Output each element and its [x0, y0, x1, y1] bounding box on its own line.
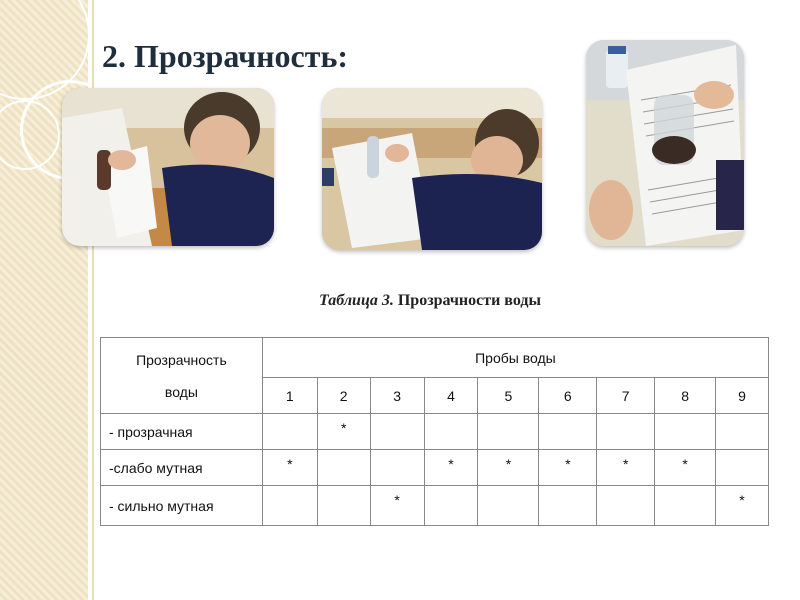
mark-cell: [539, 486, 597, 526]
mark-cell: *: [370, 486, 424, 526]
mark-cell: [597, 414, 655, 450]
corner-header-line-2: воды: [164, 383, 198, 400]
mark-cell: [655, 486, 716, 526]
mark-cell: *: [478, 450, 539, 486]
photo-image: [586, 40, 744, 246]
mark-cell: [317, 486, 370, 526]
photo-dark-sample-over-text: [586, 40, 744, 246]
sample-number: 8: [655, 378, 716, 414]
sample-number: 4: [424, 378, 478, 414]
row-label-transparent: - прозрачная: [101, 414, 263, 450]
sample-number: 3: [370, 378, 424, 414]
sample-number: 6: [539, 378, 597, 414]
mark-cell: [539, 414, 597, 450]
row-label-slightly-turbid: -слабо мутная: [101, 450, 263, 486]
sample-number: 1: [262, 378, 317, 414]
mark-cell: [262, 486, 317, 526]
water-transparency-table: [100, 337, 769, 526]
slide-title: 2. Прозрачность:: [102, 38, 349, 74]
mark-cell: *: [539, 450, 597, 486]
sample-number: 5: [478, 378, 539, 414]
mark-cell: *: [655, 450, 716, 486]
samples-header-cell: Пробы воды: [262, 338, 768, 378]
photo-image: [322, 88, 542, 250]
table-row: [101, 450, 769, 486]
row-label-highly-turbid: - сильно мутная: [101, 486, 263, 526]
corner-header-cell: [101, 338, 263, 414]
mark-cell: [655, 414, 716, 450]
photo-boy-holding-test-tube: [62, 88, 274, 246]
table-row: [101, 486, 769, 526]
sample-number: 2: [317, 378, 370, 414]
table-header-row: [101, 338, 769, 378]
mark-cell: [716, 414, 769, 450]
mark-cell: [262, 414, 317, 450]
mark-cell: [424, 414, 478, 450]
mark-cell: [597, 486, 655, 526]
mark-cell: [478, 414, 539, 450]
mark-cell: [716, 450, 769, 486]
photo-boy-reading-through-sample: [322, 88, 542, 250]
mark-cell: *: [262, 450, 317, 486]
table-caption-number: Таблица 3.: [319, 292, 394, 309]
corner-header-line-1: Прозрачность: [136, 351, 227, 368]
table-row: [101, 414, 769, 450]
mark-cell: *: [424, 450, 478, 486]
mark-cell: *: [597, 450, 655, 486]
sample-number: 7: [597, 378, 655, 414]
mark-cell: [370, 414, 424, 450]
photo-image: [62, 88, 274, 246]
mark-cell: *: [317, 414, 370, 450]
mark-cell: [478, 486, 539, 526]
mark-cell: [317, 450, 370, 486]
mark-cell: *: [716, 486, 769, 526]
mark-cell: [370, 450, 424, 486]
table-caption-text: Прозрачности воды: [393, 292, 541, 309]
mark-cell: [424, 486, 478, 526]
sample-number: 9: [716, 378, 769, 414]
table-caption: [0, 292, 800, 310]
